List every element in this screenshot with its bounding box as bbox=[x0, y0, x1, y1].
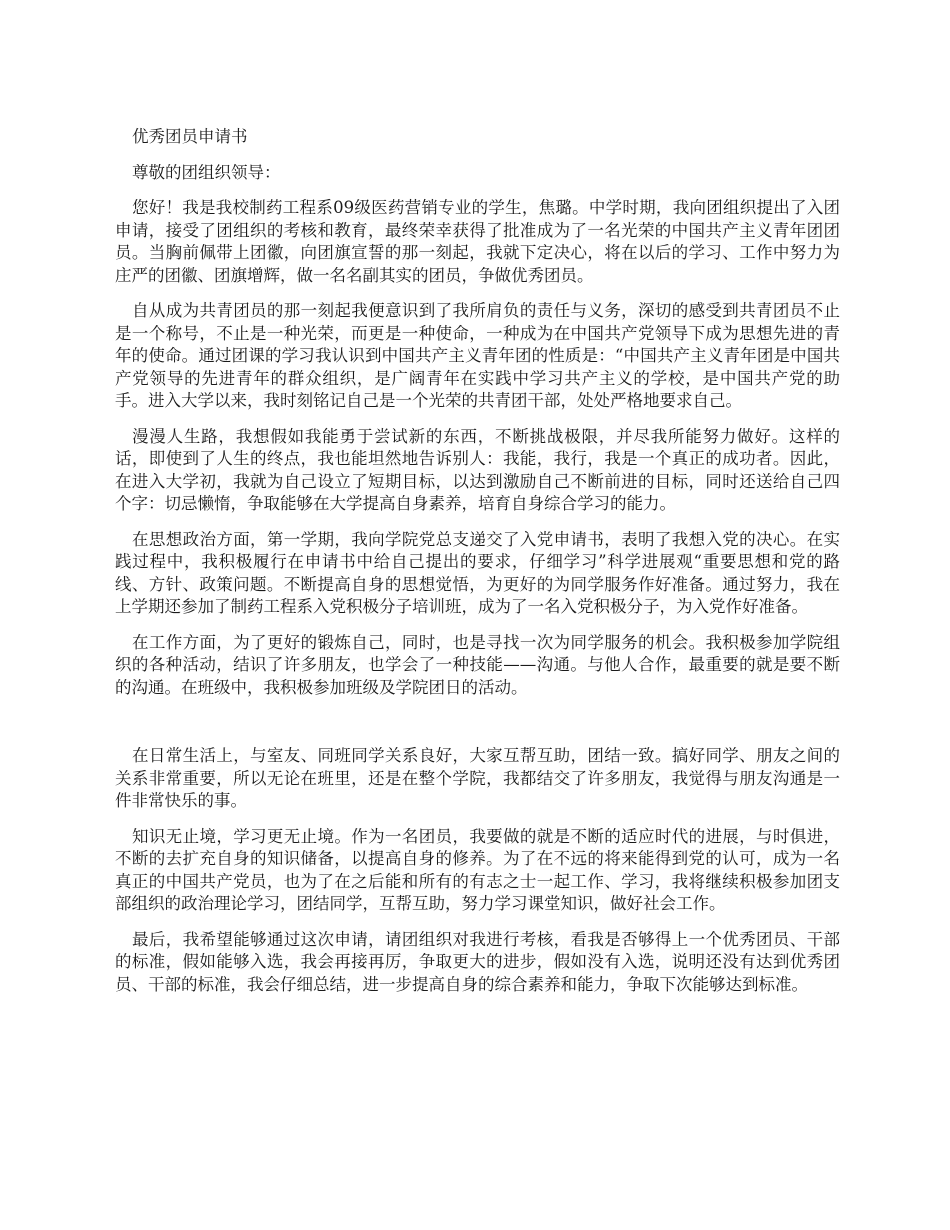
document-title: 优秀团员申请书 bbox=[132, 127, 248, 146]
paragraph-greeting: 您好！我是我校制药工程系09级医药营销专业的学生，焦璐。中学时期，我向团组织提出了入团申请，接受了团组织的考核和教育，最终荣幸获得了批准成为了一名光荣的中国共产主义青年团团员。当胸前佩带上团徽，向团旗宣誓的那一刻起，我就下定决心，将在以后的学习、工作中努力为庄严的团徽、团旗增辉，做一名名副其实的团员，争做优秀团员。 bbox=[115, 198, 840, 285]
paragraph-learning: 知识无止境，学习更无止境。作为一名团员，我要做的就是不断的适应时代的进展，与时俱进，不断的去扩充自身的知识储备，以提高自身的修养。为了在不远的将来能得到党的认可，成为一名真正的中国共产党员，也为了在之后能和所有的有志之士一起工作、学习，我将继续积极参加团支部组织的政治理论学习，团结同学，互帮互助，努力学习课堂知识，做好社会工作。 bbox=[115, 826, 840, 913]
paragraph-political: 在思想政治方面，第一学期，我向学院党总支递交了入党申请书，表明了我想入党的决心。在实践过程中，我积极履行在申请书中给自己提出的要求，仔细学习”科学进展观“重要思想和党的路线、方针、政策问题。不断提高自身的思想觉悟，为更好的为同学服务作好准备。通过努力，我在上学期还参加了制药工程系入党积极分子培训班，成为了一名入党积极分子，为入党作好准备。 bbox=[115, 529, 840, 616]
section-break bbox=[115, 712, 840, 745]
paragraph-life-goals: 漫漫人生路，我想假如我能勇于尝试新的东西，不断挑战极限，并尽我所能努力做好。这样的话，即使到了人生的终点，我也能坦然地告诉别人：我能，我行，我是一个真正的成功者。因此，在进入大学初，我就为自己设立了短期目标，以达到激励自己不断前进的目标，同时还送给自己四个字：切忌懒惰，争取能够在大学提高自身素养，培育自身综合学习的能力。 bbox=[115, 426, 840, 513]
document-body bbox=[115, 126, 840, 1009]
paragraph-conclusion: 最后，我希望能够通过这次申请，请团组织对我进行考核，看我是否够得上一个优秀团员、干部的标准，假如能够入选，我会再接再厉，争取更大的进步，假如没有入选，说明还没有达到优秀团员、干部的标准，我会仔细总结，进一步提高自身的综合素养和能力，争取下次能够达到标准。 bbox=[115, 929, 840, 994]
paragraph-daily-life: 在日常生活上，与室友、同班同学关系良好，大家互帮互助，团结一致。搞好同学、朋友之间的关系非常重要，所以无论在班里，还是在整个学院，我都结交了许多朋友，我觉得与朋友沟通是一件非常快乐的事。 bbox=[115, 746, 840, 810]
paragraph-responsibility: 自从成为共青团员的那一刻起我便意识到了我所肩负的责任与义务，深切的感受到共青团员不止是一个称号，不止是一种光荣，而更是一种使命，一种成为在中国共产党领导下成为思想先进的青年的使命。通过团课的学习我认识到中国共产主义青年团的性质是：“中国共产主义青年团是中国共产党领导的先进青年的群众组织，是广阔青年在实践中学习共产主义的学校，是中国共产党的助手。进入大学以来，我时刻铭记自己是一个光荣的共青团干部，处处严格地要求自己。 bbox=[115, 301, 840, 410]
salutation: 尊敬的团组织领导： bbox=[132, 162, 281, 182]
paragraph-work: 在工作方面，为了更好的锻炼自己，同时，也是寻找一次为同学服务的机会。我积极参加学院组织的各种活动，结识了许多朋友，也学会了一种技能——沟通。与他人合作，最重要的就是要不断的沟通。在班级中，我积极参加班级及学院团日的活动。 bbox=[115, 632, 840, 697]
